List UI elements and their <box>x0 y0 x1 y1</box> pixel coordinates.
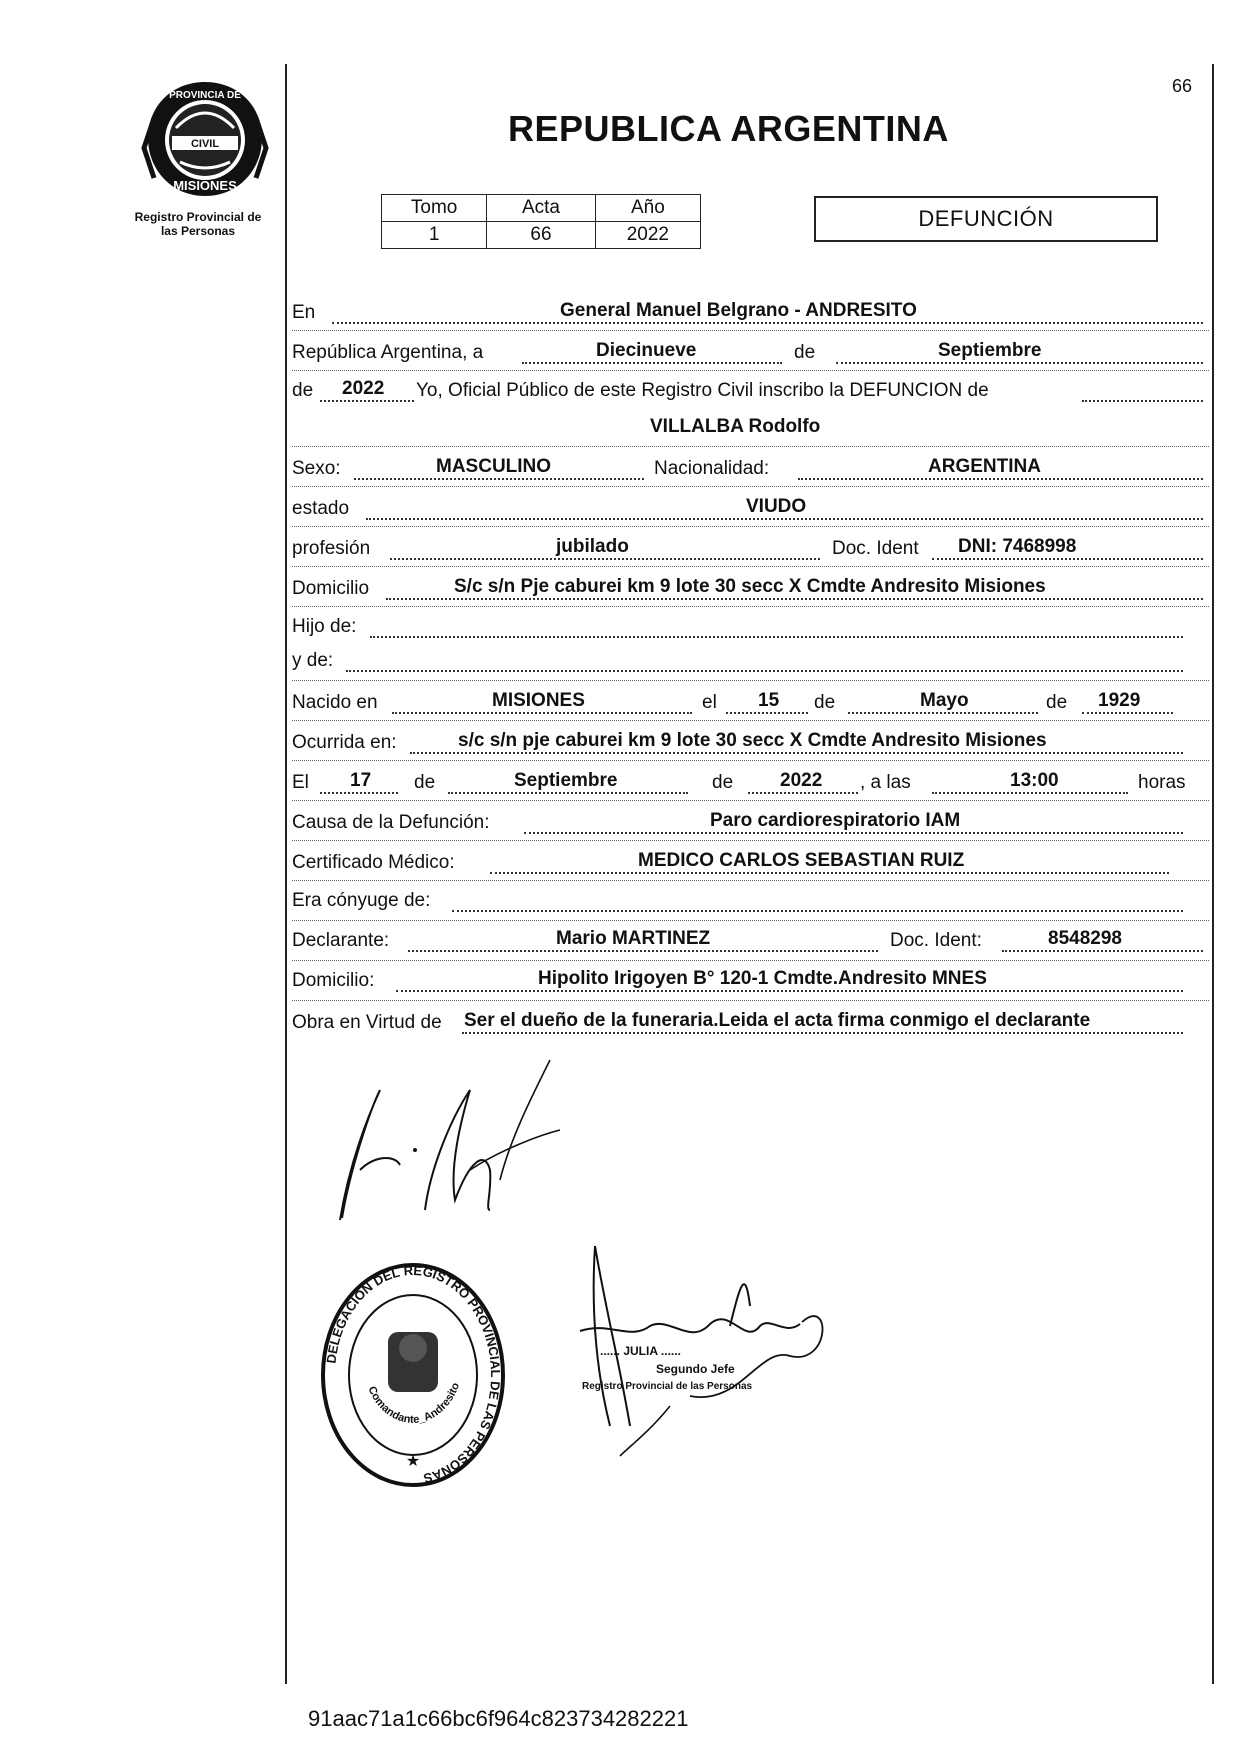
label-horas: horas <box>1138 772 1186 793</box>
record-table-cell: 2022 <box>595 222 700 249</box>
label-nacionalidad: Nacionalidad: <box>654 458 770 479</box>
label-republica: República Argentina, a <box>292 342 484 363</box>
label-el: El <box>292 772 309 793</box>
form-row-domicilio <box>292 566 1209 604</box>
seal-top-text: PROVINCIA DE <box>169 90 241 101</box>
label-profesion: profesión <box>292 538 371 559</box>
seal-caption-line-1: Registro Provincial de <box>134 210 262 224</box>
form-row-y-de <box>292 638 1209 676</box>
value-causa: Paro cardiorespiratorio IAM <box>710 810 961 831</box>
value-obra: Ser el dueño de la funeraria.Leida el acta firma conmigo el declarante <box>464 1010 1091 1031</box>
form-row-fecha <box>292 330 1209 368</box>
page-title: REPUBLICA ARGENTINA <box>508 108 949 149</box>
record-table-header: Acta <box>487 195 595 222</box>
value-def-mes: Septiembre <box>514 770 618 791</box>
right-margin-line <box>1212 64 1214 1684</box>
registrar-stamp-text <box>582 1342 822 1396</box>
seal-band-text: CIVIL <box>190 138 220 150</box>
signatory-name: ...... JULIA ...... <box>600 1344 681 1358</box>
label-hijo-de: Hijo de: <box>292 616 357 637</box>
record-table-value-row <box>382 222 701 249</box>
declarant-signature <box>300 1050 580 1240</box>
form-row-nombre <box>292 406 1209 444</box>
form-row-en <box>292 290 1209 328</box>
label-domicilio: Domicilio <box>292 578 370 599</box>
statement-text: Yo, Oficial Público de este Registro Civil inscribo la DEFUNCION de <box>416 380 989 401</box>
label-de: de <box>712 772 734 793</box>
field-hijo-de <box>370 610 1183 638</box>
label-causa: Causa de la Defunción: <box>292 812 490 833</box>
form-row-sexo <box>292 446 1209 484</box>
value-ocurrida: s/c s/n pje caburei km 9 lote 30 secc X Cmdte Andresito Misiones <box>458 730 1047 751</box>
value-deceased-name: VILLALBA Rodolfo <box>650 416 821 437</box>
form-row-nacido <box>292 680 1209 718</box>
label-declarante: Declarante: <box>292 930 390 951</box>
label-de: de <box>1046 692 1068 713</box>
label-de: de <box>814 692 836 713</box>
value-domicilio-declarante: Hipolito Irigoyen B° 120-1 Cmdte.Andresito MNES <box>538 968 987 989</box>
label-obra: Obra en Virtud de <box>292 1012 442 1033</box>
form-row-domicilio-declarante <box>292 958 1209 996</box>
record-table-header: Tomo <box>382 195 487 222</box>
value-mes: Septiembre <box>938 340 1042 361</box>
label-sexo: Sexo: <box>292 458 341 479</box>
form-row-estado <box>292 486 1209 524</box>
label-certificado: Certificado Médico: <box>292 852 455 873</box>
value-profesion: jubilado <box>556 536 629 557</box>
value-def-hora: 13:00 <box>1010 770 1059 791</box>
value-domicilio: S/c s/n Pje caburei km 9 lote 30 secc X Cmdte Andresito Misiones <box>454 576 1046 597</box>
stamp-inner-textpath: Comandante_Andresito <box>365 1381 463 1426</box>
label-nacido-en: Nacido en <box>292 692 378 713</box>
form-row-fecha-defuncion <box>292 760 1209 798</box>
record-type-box: DEFUNCIÓN <box>814 196 1158 242</box>
label-y-de: y de: <box>292 650 334 671</box>
signature-icon <box>300 1050 580 1240</box>
label-de: de <box>794 342 816 363</box>
signatory-office: Registro Provincial de las Personas <box>582 1381 753 1392</box>
value-anio: 2022 <box>342 378 385 399</box>
form-row-causa <box>292 800 1209 838</box>
document-hash: 91aac71a1c66bc6f964c823734282221 <box>308 1706 689 1731</box>
signatory-role: Segundo Jefe <box>656 1362 735 1376</box>
label-conyuge: Era cónyuge de: <box>292 890 431 911</box>
form-row-obra <box>292 1000 1209 1038</box>
label-a-las: , a las <box>860 772 911 793</box>
value-doc-ident: DNI: 7468998 <box>958 536 1077 557</box>
form-row-conyuge <box>292 878 1209 916</box>
value-sexo: MASCULINO <box>436 456 552 477</box>
label-en: En <box>292 302 316 323</box>
value-nacido-anio: 1929 <box>1098 690 1141 711</box>
label-el: el <box>702 692 717 713</box>
seal-caption <box>118 210 278 238</box>
form-row-hijo-de <box>292 604 1209 642</box>
label-de-anio: de <box>292 380 314 401</box>
value-dia: Diecinueve <box>596 340 697 361</box>
misiones-seal-icon <box>140 78 270 200</box>
label-de: de <box>414 772 436 793</box>
form-row-ocurrida <box>292 720 1209 758</box>
record-table-cell: 66 <box>487 222 595 249</box>
field-conyuge <box>452 884 1183 912</box>
value-nacionalidad: ARGENTINA <box>928 456 1041 477</box>
value-doc-declarante: 8548298 <box>1048 928 1122 949</box>
form-row-profesion <box>292 526 1209 564</box>
field-statement-end <box>1082 374 1203 402</box>
official-stamp <box>318 1262 508 1488</box>
record-table-header: Año <box>595 195 700 222</box>
record-table <box>381 194 701 249</box>
province-seal <box>140 78 270 200</box>
label-ocurrida: Ocurrida en: <box>292 732 397 753</box>
value-nacido-lugar: MISIONES <box>492 690 585 711</box>
label-domicilio-declarante: Domicilio: <box>292 970 375 991</box>
page-number: 66 <box>1172 76 1193 96</box>
value-def-anio: 2022 <box>780 770 823 791</box>
label-doc-ident-declarante: Doc. Ident: <box>890 930 982 951</box>
value-def-dia: 17 <box>350 770 372 791</box>
seal-bottom-text: MISIONES <box>173 178 237 193</box>
value-place: General Manuel Belgrano - ANDRESITO <box>560 300 917 321</box>
label-doc-ident: Doc. Ident <box>832 538 919 559</box>
form-row-certificado <box>292 840 1209 878</box>
record-table-cell: 1 <box>382 222 487 249</box>
value-estado: VIUDO <box>746 496 807 517</box>
stamp-star-icon: ★ <box>405 1453 421 1470</box>
form-row-anio <box>292 368 1209 406</box>
value-nacido-mes: Mayo <box>920 690 969 711</box>
field-y-de <box>346 644 1183 672</box>
record-table-header-row <box>382 195 701 222</box>
value-nacido-dia: 15 <box>758 690 780 711</box>
label-estado: estado <box>292 498 350 519</box>
left-margin-line <box>285 64 287 1684</box>
seal-caption-line-2: las Personas <box>160 224 236 238</box>
stamp-ring-textpath: DELEGACION DEL REGISTRO PROVINCIAL DE LAS PERSONAS <box>323 1262 504 1487</box>
form-row-declarante <box>292 918 1209 956</box>
value-declarante: Mario MARTINEZ <box>556 928 711 949</box>
value-certificado: MEDICO CARLOS SEBASTIAN RUIZ <box>638 850 965 871</box>
stamp-icon <box>318 1262 508 1488</box>
